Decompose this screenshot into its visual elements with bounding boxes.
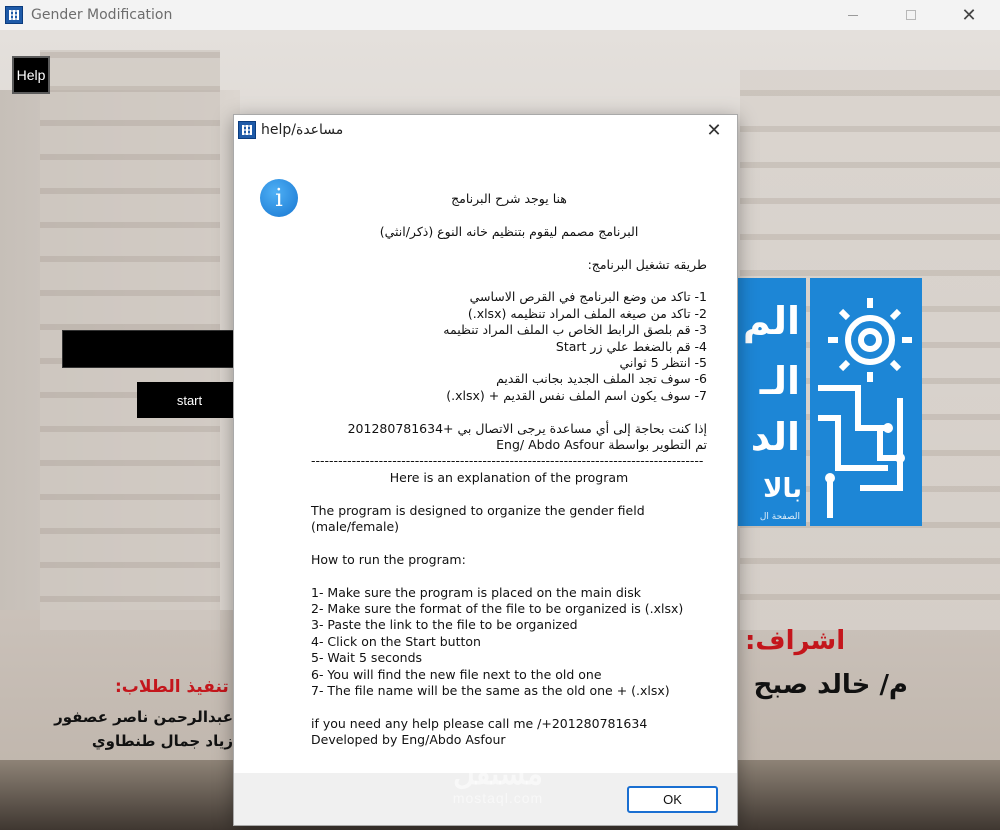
app-icon — [238, 121, 256, 139]
supervision-label: اشراف: — [745, 626, 846, 656]
logo-subtitle: الصفحة ال — [759, 512, 800, 522]
help-message-line: هنا يوجد شرح البرنامج — [451, 191, 567, 206]
logo-line: الـ — [759, 359, 800, 403]
help-button[interactable]: Help — [12, 56, 50, 94]
help-message-line: --------------------------------------------------------------------------------------- — [311, 453, 704, 469]
title-bar — [0, 0, 1000, 30]
watermark-brand: مستقل — [453, 758, 543, 791]
help-message-line — [311, 404, 707, 420]
dialog-title-bar — [234, 115, 737, 145]
help-message-line — [311, 486, 707, 502]
student-name: زياد جمال طنطاوي — [91, 732, 233, 750]
help-message-line: البرنامج مصمم ليقوم بتنظيم خانه النوع (ذكر/انثي) — [379, 223, 639, 239]
help-message-line: The program is designed to organize the gender field — [311, 502, 645, 518]
ok-button[interactable]: OK — [627, 786, 718, 813]
gear-logo — [810, 278, 922, 526]
help-message-line: if you need any help please call me /+201280781634 — [311, 715, 648, 731]
help-message-line: How to run the program: — [311, 551, 466, 567]
watermark — [428, 760, 568, 806]
help-dialog — [233, 114, 738, 826]
file-path-input[interactable] — [62, 330, 242, 368]
minimize-button[interactable] — [830, 0, 876, 30]
window-title: Gender Modification — [31, 7, 173, 23]
watermark-site: mostaql.com — [452, 790, 544, 806]
help-message-line — [311, 240, 707, 256]
students-label: تنفيذ الطلاب: — [115, 677, 229, 697]
dialog-title: help/مساعدة — [261, 122, 344, 138]
help-message-line: 2- تاكد من صيغه الملف المراد تنظيمه (xlsx.) — [467, 305, 707, 321]
help-message-line: 2- Make sure the format of the file to be organized is (.xlsx) — [311, 601, 684, 617]
help-message-line: 6- سوف تجد الملف الجديد بجانب القديم — [496, 371, 707, 387]
help-message-line: (male/female) — [311, 519, 400, 535]
maximize-button[interactable] — [888, 0, 934, 30]
info-icon: i — [260, 179, 298, 217]
help-message-line — [311, 207, 707, 223]
dialog-close-button[interactable] — [691, 115, 737, 145]
help-message-line: 4- قم بالضغط علي زر Start — [555, 338, 707, 354]
help-message-line — [311, 273, 707, 289]
app-icon — [5, 6, 23, 24]
minimize-icon — [848, 15, 858, 16]
help-message-line — [311, 535, 707, 551]
help-message — [311, 191, 707, 749]
logo-line: الم — [742, 299, 800, 343]
logo-line: الد — [750, 415, 800, 459]
help-message-line: 1- تاكد من وضع البرنامج في القرص الاساسي — [469, 289, 707, 305]
help-message-line — [311, 568, 707, 584]
help-message-line: 5- Wait 5 seconds — [311, 650, 423, 666]
help-message-line: 4- Click on the Start button — [311, 633, 481, 649]
help-message-line: 5- انتظر 5 ثواني — [619, 355, 707, 371]
start-button[interactable]: start — [137, 382, 242, 418]
student-name: عبدالرحمن ناصر عصفور — [54, 708, 233, 726]
help-message-line: تم التطوير بواسطة Eng/ Abdo Asfour — [496, 437, 707, 453]
logo-line: بالا — [763, 474, 802, 504]
close-button[interactable] — [946, 0, 992, 30]
help-message-line — [311, 699, 707, 715]
help-message-line: Developed by Eng/Abdo Asfour — [311, 732, 506, 748]
help-message-line: 7- سوف يكون اسم الملف نفس القديم + (xlsx.) — [446, 387, 707, 403]
help-message-line: Here is an explanation of the program — [389, 469, 629, 485]
university-logo-text — [738, 278, 806, 526]
close-icon: ✕ — [706, 119, 722, 141]
help-message-line: 3- Paste the link to the file to be organized — [311, 617, 578, 633]
help-message-line: 1- Make sure the program is placed on the main disk — [311, 584, 642, 600]
help-message-line: 7- The file name will be the same as the old one + (.xlsx) — [311, 683, 670, 699]
help-message-line: 3- قم بلصق الرابط الخاص ب الملف المراد تنظيمه — [443, 322, 707, 338]
gear-icon — [810, 278, 922, 526]
help-message-line: إذا كنت بحاجة إلى أي مساعدة يرجى الاتصال بي +201280781634 — [347, 420, 707, 436]
maximize-icon — [906, 10, 916, 20]
help-message-line: طريقه تشغيل البرنامج: — [587, 256, 707, 272]
close-icon: ✕ — [961, 4, 977, 26]
supervisor-name: م/ خالد صبح — [753, 670, 908, 700]
dialog-body — [234, 145, 737, 773]
help-message-line: 6- You will find the new file next to the old one — [311, 666, 602, 682]
